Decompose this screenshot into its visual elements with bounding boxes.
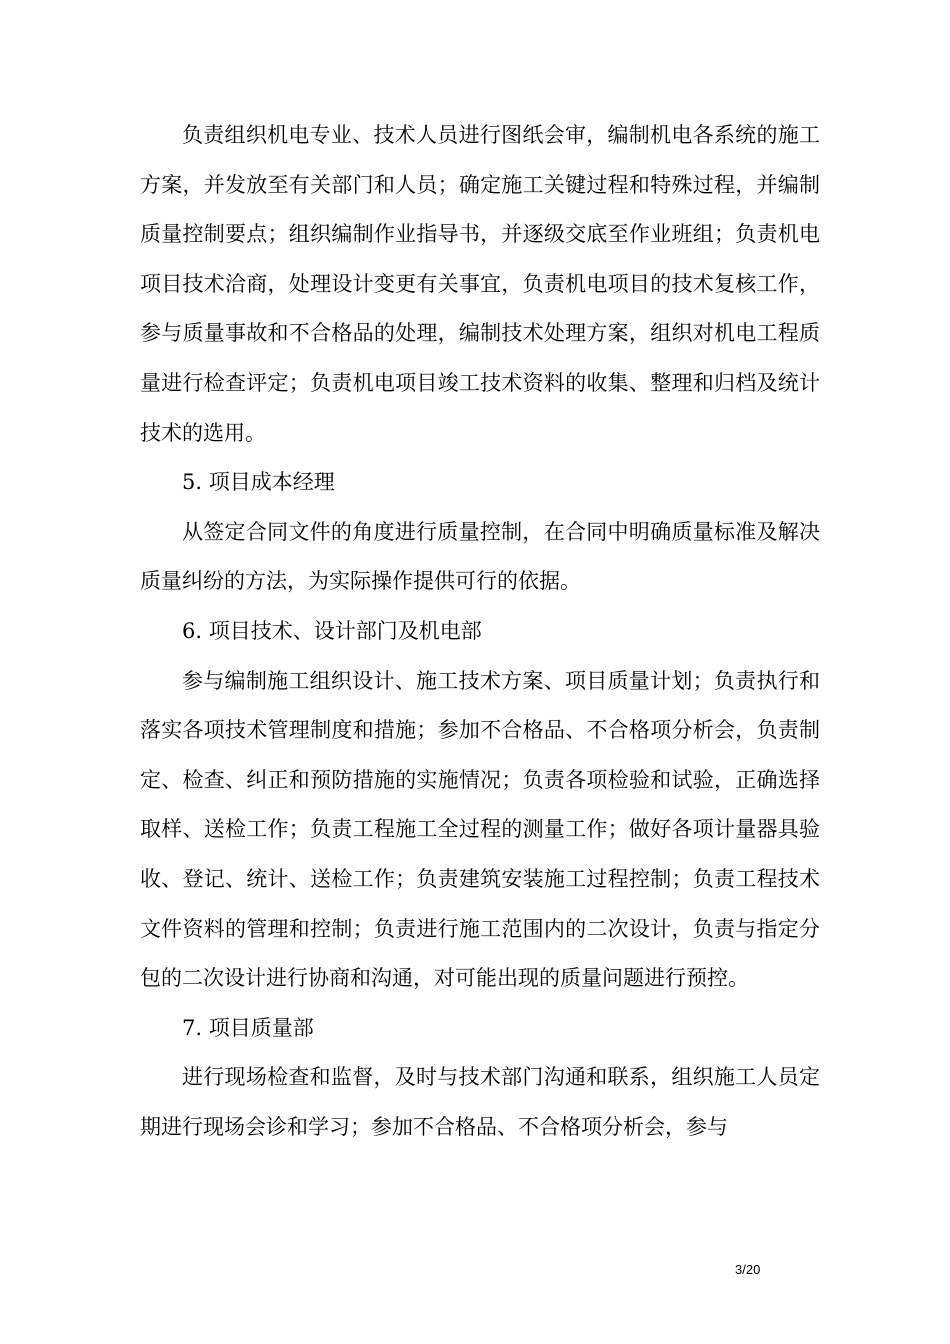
paragraph-quality-department-duties: 进行现场检查和监督，及时与技术部门沟通和联系，组织施工人员定期进行现场会诊和学习；参加不合格品、不合格项分析会，参与 <box>140 1065 820 1139</box>
page-number: 3/20 <box>735 1262 761 1277</box>
document-body <box>140 111 820 1152</box>
heading-project-quality-department: 7. 项目质量部 <box>182 1015 314 1040</box>
paragraph-technical-department-duties: 参与编制施工组织设计、施工技术方案、项目质量计划；负责执行和落实各项技术管理制度和措施；参加不合格品、不合格项分析会，负责制定、检查、纠正和预防措施的实施情况；负责各项检验和试验，正确选择取样、送检工作；负责工程施工全过程的测量工作；做好各项计量器具验收、登记、统计、送检工作；负责建筑安装施工过程控制；负责工程技术文件资料的管理和控制；负责进行施工范围内的二次设计，负责与指定分包的二次设计进行协商和沟通，对可能出现的质量问题进行预控。 <box>140 668 820 991</box>
heading-project-cost-manager: 5. 项目成本经理 <box>182 470 335 495</box>
heading-technical-design-department: 6. 项目技术、设计部门及机电部 <box>182 618 482 643</box>
paragraph-electromechanical-duties: 负责组织机电专业、技术人员进行图纸会审，编制机电各系统的施工方案，并发放至有关部门和人员；确定施工关键过程和特殊过程，并编制质量控制要点；组织编制作业指导书，并逐级交底至作业班组；负责机电项目技术洽商，处理设计变更有关事宜，负责机电项目的技术复核工作，参与质量事故和不合格品的处理，编制技术处理方案，组织对机电工程质量进行检查评定；负责机电项目竣工技术资料的收集、整理和归档及统计技术的选用。 <box>140 123 820 445</box>
paragraph-cost-manager-duties: 从签定合同文件的角度进行质量控制，在合同中明确质量标准及解决质量纠纷的方法，为实际操作提供可行的依据。 <box>140 519 820 594</box>
